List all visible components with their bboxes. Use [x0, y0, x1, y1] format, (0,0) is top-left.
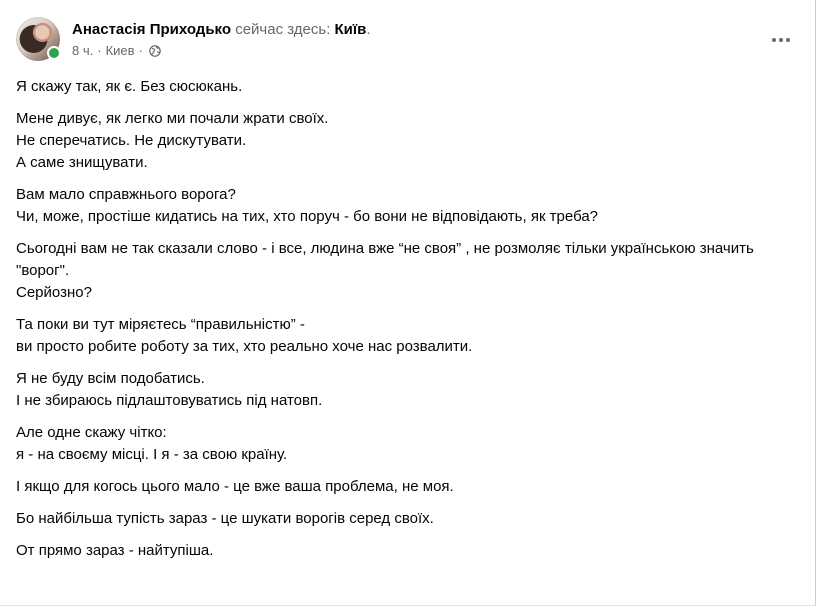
post-paragraph	[16, 76, 796, 98]
meta-separator-2: ·	[138, 43, 143, 58]
post-text-line: Та поки ви тут міряєтесь “правильністю” -	[16, 316, 305, 333]
post-paragraph	[16, 422, 796, 466]
location-link[interactable]: Київ	[334, 21, 367, 38]
author-name-link[interactable]: Анастасія Приходько	[72, 21, 232, 38]
post-text-line: Я скажу так, як є. Без сюсюкань.	[16, 78, 243, 95]
post-text-line: А саме знищувати.	[16, 154, 148, 171]
post-text-line: От прямо зараз - найтупіша.	[16, 542, 214, 559]
post-text-line: ви просто робите роботу за тих, хто реально хоче нас розвалити.	[16, 338, 473, 355]
post-paragraph	[16, 108, 796, 174]
post-text-line: Не сперечатись. Не дискутувати.	[16, 132, 247, 149]
online-status-dot	[47, 46, 61, 60]
post-meta	[72, 43, 161, 59]
post-text-line: Я не буду всім подобатись.	[16, 370, 205, 387]
globe-icon[interactable]	[149, 45, 161, 57]
more-dots-icon	[772, 38, 790, 42]
post-text-line: І якщо для когось цього мало - це вже ваша проблема, не моя.	[16, 478, 454, 495]
post-paragraph	[16, 368, 796, 412]
more-options-button[interactable]	[763, 22, 799, 58]
post-text-line: Чи, може, простіше кидатись на тих, хто поруч - бо вони не відповідають, як треба?	[16, 208, 598, 225]
post-paragraph	[16, 314, 796, 358]
post-paragraph	[16, 508, 796, 530]
post-text	[16, 76, 796, 572]
post-text-line: Мене дивує, як легко ми почали жрати своїх.	[16, 110, 329, 127]
post-text-line: Вам мало справжнього ворога?	[16, 186, 236, 203]
post-text-line: Сьогодні вам не так сказали слово - і все, людина вже “не своя” , не розмоляє тільки українською значить "ворог".	[16, 240, 754, 279]
post-header	[16, 14, 799, 64]
post-timestamp[interactable]: 8 ч.	[72, 43, 94, 58]
post-text-line: Бо найбільша тупість зараз - це шукати ворогів серед своїх.	[16, 510, 434, 527]
post-text-line: Серйозно?	[16, 284, 92, 301]
status-text: сейчас здесь:	[235, 21, 331, 38]
post-text-line: Але одне скажу чітко:	[16, 424, 167, 441]
post-text-line: я - на своєму місці. І я - за свою країну.	[16, 446, 288, 463]
author-avatar[interactable]	[16, 17, 60, 61]
location-suffix: .	[366, 21, 371, 38]
post-paragraph	[16, 184, 796, 228]
post-paragraph	[16, 476, 796, 498]
post-paragraph	[16, 238, 796, 304]
author-line	[72, 20, 371, 40]
post-place[interactable]: Киев	[105, 43, 135, 58]
post-paragraph	[16, 540, 796, 562]
post-text-line: І не збираюсь підлаштовуватись під натовп.	[16, 392, 323, 409]
meta-separator: ·	[97, 43, 102, 58]
